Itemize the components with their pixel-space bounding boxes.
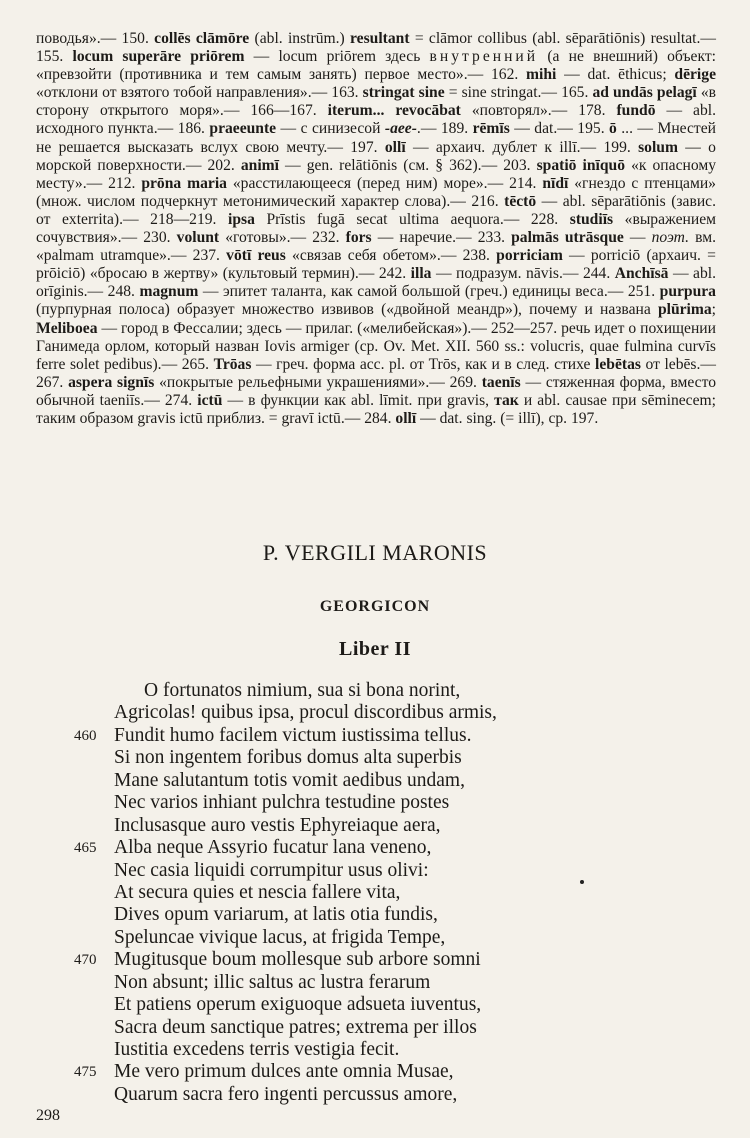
verse-text: Me vero primum dulces ante omnia Musae, xyxy=(114,1061,454,1083)
verse-text: At secura quies et nescia fallere vita, xyxy=(114,881,401,903)
author-heading: P. VERGILI MARONIS xyxy=(262,540,488,565)
verse-text: Mugitusque boum mollesque sub arbore somni xyxy=(114,949,481,971)
ink-speck xyxy=(580,880,584,884)
verse-line xyxy=(74,1084,714,1106)
verse-line xyxy=(74,815,714,837)
verse-text: Iustitia excedens terris vestigia fecit. xyxy=(114,1039,400,1060)
verse-line xyxy=(74,949,714,971)
verse-line xyxy=(74,972,714,994)
poem-text xyxy=(74,680,714,1106)
verse-text: O fortunatos nimium, sua si bona norint, xyxy=(144,680,461,701)
verse-number: 475 xyxy=(74,1064,97,1081)
verse-line xyxy=(74,747,714,769)
verse-line xyxy=(74,860,714,882)
verse-text: Alba neque Assyrio fucatur lana veneno, xyxy=(114,837,432,859)
commentary-notes xyxy=(36,30,716,428)
verse-text: Non absunt; illic saltus ac lustra ferarum xyxy=(114,971,431,993)
verse-text: Nec casia liquidi corrumpitur usus olivi: xyxy=(114,859,429,881)
verse-text: Inclusasque auro vestis Ephyreiaque aera, xyxy=(114,814,441,836)
verse-number: 460 xyxy=(74,727,97,744)
verse-line xyxy=(74,837,714,859)
verse-text: Mane salutantum totis vomit aedibus undam, xyxy=(114,769,465,791)
verse-line xyxy=(74,1017,714,1039)
verse-text: Fundit humo facilem victum iustissima tellus. xyxy=(114,724,472,746)
verse-text: Quarum sacra fero ingenti percussus amore, xyxy=(114,1083,458,1105)
verse-line xyxy=(74,904,714,926)
verse-line xyxy=(74,994,714,1016)
work-title: GEORGICON xyxy=(319,598,431,615)
verse-text: Sacra deum sanctique patres; extrema per illos xyxy=(114,1016,477,1038)
verse-line xyxy=(74,1039,714,1061)
page-number: 298 xyxy=(36,1107,60,1124)
verse-text: Agricolas! quibus ipsa, procul discordibus armis, xyxy=(114,702,497,724)
commentary-paragraph: поводья».— 150. collēs clāmōre (abl. instrūm.) resultant = clāmor collibus (abl. sēparātiōnis) resultat.— 155. locum superāre priōrem — locum priōrem здесь внутренний (а не внешний) объект: «превзойти (противника и тем самым занять) первое место».— 162. mihi — dat. ēthicus; dērige «отклони от взятого тобой направления».— 163. stringat sine = sine stringat.— 165. ad undās pelagī «в сторону открытого моря».— 166—167. iterum... revocābat «повторял».— 178. fundō — abl. исходного пункта.— 186. praeeunte — с синизесой -aee-.— 189. rēmīs — dat.— 195. ō ... — Мнестей не решается высказать вслух свою мечту.— 197. ollī — архаич. дублет к illī.— 199. solum — о морской поверхности.— 202. animī — gen. relātiōnis (см. § 362).— 203. spatiō inīquō «к опасному месту».— 212. prōna maria «расстилающееся (перед ним) море».— 214. nīdī «гнездо с птенцами» (множ. числом подчеркнут метонимический характер слова).— 216. tēctō — abl. sēparātiōnis (завис. от exterrita).— 218—219. ipsa Prīstis fugā secat ultima aequora.— 228. studiīs «выражением сочувствия».— 230. volunt «готовы».— 232. fors — наречие.— 233. palmās utrāsque — поэт. вм. «palmam utramque».— 237. vōtī reus «связав себя обетом».— 238. porriciam — porriciō (архаич. = prōiciō) «бросаю в жертву» (культовый термин).— 242. illa — подразум. nāvis.— 244. Anchīsā — abl. orīginis.— 248. magnum — эпитет таланта, как самой большой (греч.) единицы веса.— 251. purpura (пурпурная полоса) образует множество извивов («двойной меандр»), почему и названа plūrima; Meliboea — город в Фессалии; здесь — прилаг. («мелибейская»).— 252—257. речь идет о похищении Ганимеда орлом, который назван Iovis armiger (ср. Ov. Met. XII. 560 ss.: volucris, quae fulmina curvīs ferre solet pedibus).— 265. Trōas — греч. форма acc. pl. от Trōs, как и в след. стихе lebētas от lebēs.— 267. aspera signīs «покрытые рельефными украшениями».— 269. taenīs — стяженная форма, вместо обычной taeniīs.— 274. ictū — в функции как abl. līmit. при gravis, так и abl. causae при sēminecem; таким образом gravis ictū приблиз. = gravī ictū.— 284. ollī — dat. sing. (= illī), ср. 197. xyxy=(36,30,717,427)
verse-line xyxy=(74,770,714,792)
verse-line xyxy=(74,1061,714,1083)
verse-text: Speluncae vivique lacus, at frigida Tempe, xyxy=(114,926,446,948)
book-title: Liber II xyxy=(339,638,411,660)
verse-line xyxy=(74,882,714,904)
verse-text: Nec varios inhiant pulchra testudine postes xyxy=(114,792,450,814)
verse-text: Dives opum variarum, at latis otia fundis, xyxy=(114,904,438,926)
verse-text: Et patiens operum exiguoque adsueta iuventus, xyxy=(114,994,482,1016)
verse-number: 465 xyxy=(74,840,97,857)
verse-line xyxy=(74,680,714,702)
verse-text: Si non ingentem foribus domus alta superbis xyxy=(114,747,462,769)
verse-line xyxy=(74,702,714,724)
verse-number: 470 xyxy=(74,952,97,969)
verse-line xyxy=(74,725,714,747)
verse-line xyxy=(74,927,714,949)
verse-line xyxy=(74,792,714,814)
